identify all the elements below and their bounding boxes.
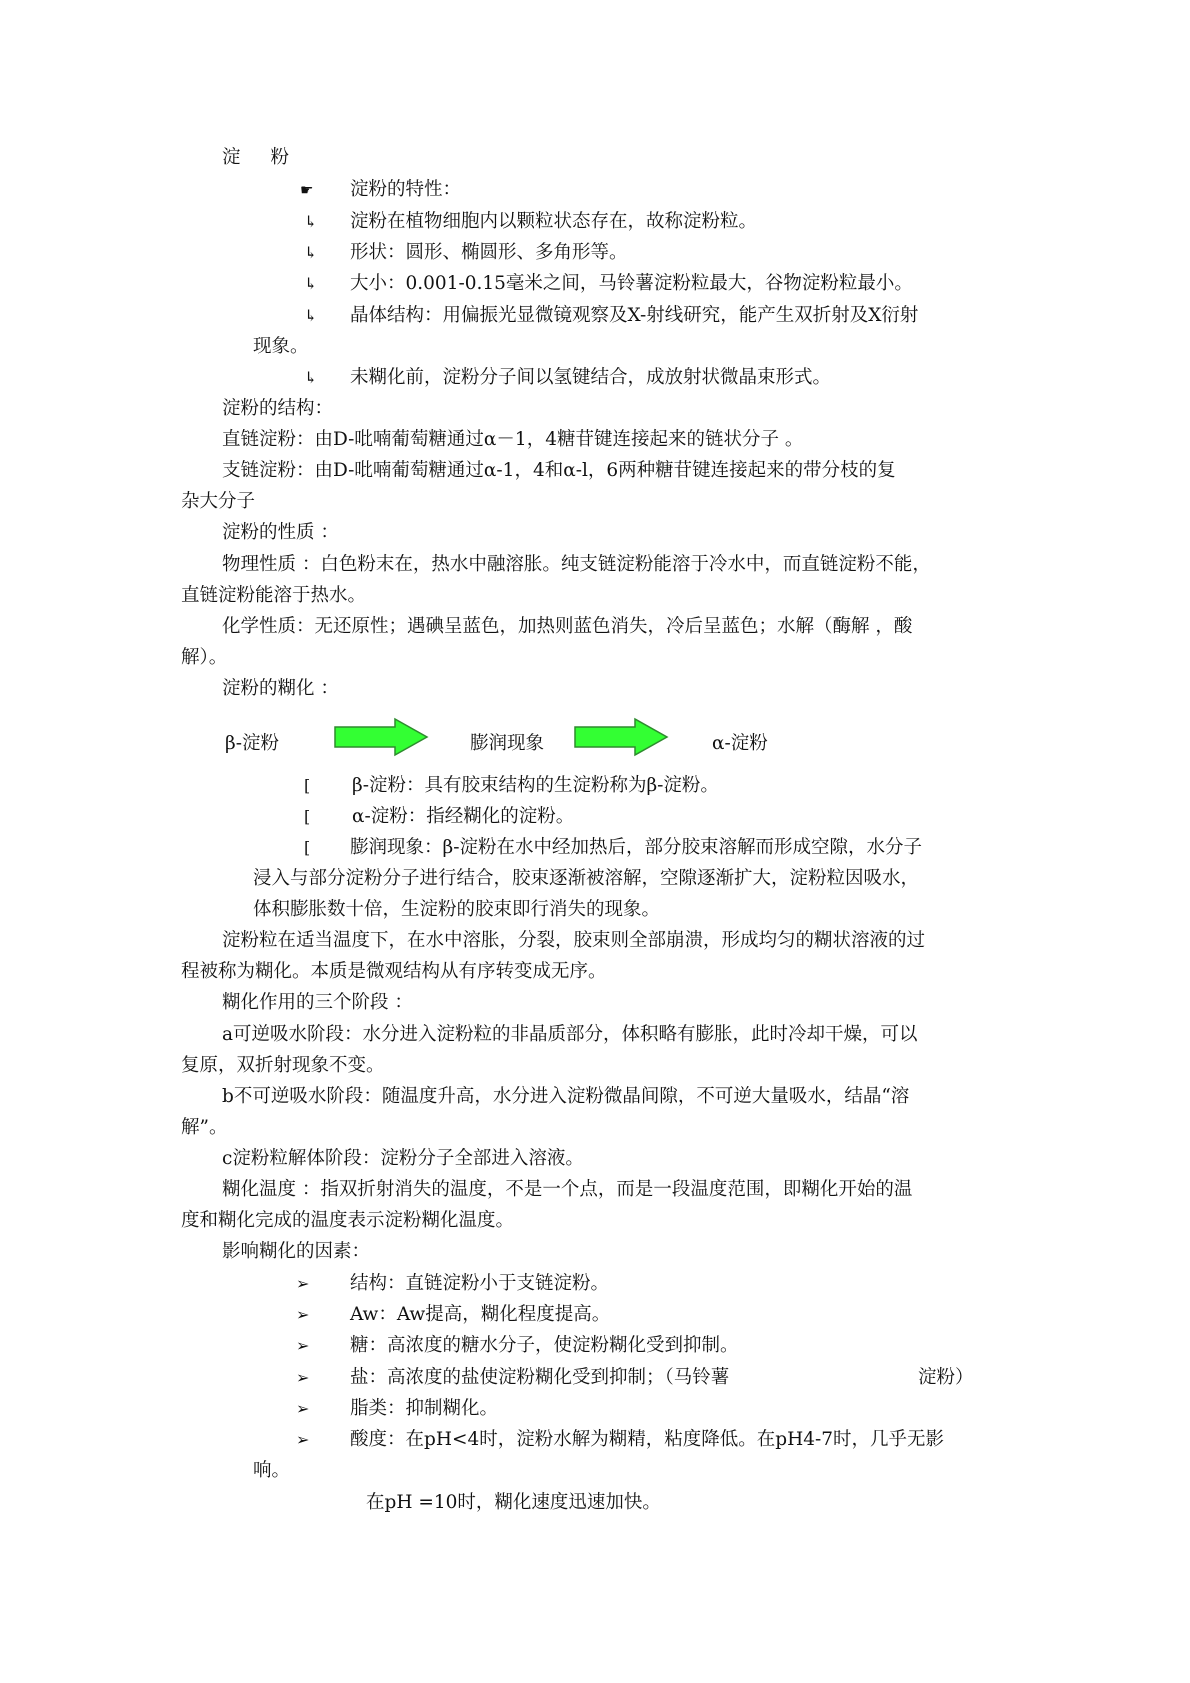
- arrowhead-bullet-icon: ➢: [296, 1305, 310, 1324]
- property-item: 淀粉在植物细胞内以颗粒状态存在，故称淀粉粒。: [350, 211, 758, 232]
- flow-alpha-starch: α-淀粉: [712, 733, 768, 754]
- factor-item: 结构：直链淀粉小于支链淀粉。: [350, 1273, 610, 1294]
- property-item-continuation: 现象。: [253, 336, 309, 357]
- definition-item: β-淀粉：具有胶束结构的生淀粉称为β-淀粉。: [352, 775, 719, 796]
- gelatinization-process-continuation: 程被称为糊化。本质是微观结构从有序转变成无序。: [181, 961, 607, 982]
- property-item: 形状：圆形、椭圆形、多角形等。: [350, 242, 628, 263]
- flow-beta-starch: β-淀粉: [225, 733, 279, 754]
- factor-item: 脂类：抑制糊化。: [350, 1398, 499, 1419]
- title-char-1: 淀: [222, 147, 241, 168]
- gelatinization-process-text: 淀粉粒在适当温度下，在水中溶胀，分裂，胶束则全部崩溃，形成均匀的糊状溶液的过: [222, 930, 926, 951]
- stage-a-continuation: 复原，双折射现象不变。: [181, 1055, 385, 1076]
- flow-arrow-icon: [573, 717, 669, 757]
- definition-item: α-淀粉：指经糊化的淀粉。: [352, 806, 575, 827]
- gelatinization-heading: 淀粉的糊化 ：: [222, 678, 339, 699]
- pushpin-icon: ↳: [304, 368, 318, 387]
- property-item: 未糊化前，淀粉分子间以氢键结合，成放射状微晶束形式。: [350, 367, 832, 388]
- pushpin-icon: ↳: [304, 274, 318, 293]
- factor-item: 盐：高浓度的盐使淀粉糊化受到抑制；（马铃薯: [350, 1367, 730, 1388]
- arrowhead-bullet-icon: ➢: [296, 1368, 310, 1387]
- title-char-2: 粉: [270, 147, 290, 168]
- property-item: 大小：0.001-0.15毫米之间，马铃薯淀粉粒最大，谷物淀粉粒最小。: [350, 273, 913, 294]
- chemical-property-continuation: 解）。: [181, 647, 228, 668]
- factors-heading: 影响糊化的因素：: [222, 1241, 371, 1262]
- arrowhead-bullet-icon: ➢: [296, 1399, 310, 1418]
- physical-property-continuation: 直链淀粉能溶于热水。: [181, 585, 367, 606]
- pointing-hand-icon: ☛: [300, 181, 314, 199]
- arrowhead-bullet-icon: ➢: [296, 1274, 310, 1293]
- pushpin-icon: ↳: [304, 243, 318, 262]
- properties-heading: 淀粉的特性：: [350, 179, 462, 200]
- definition-continuation: 浸入与部分淀粉分子进行结合，胶束逐渐被溶解，空隙逐渐扩大，淀粉粒因吸水，: [253, 868, 920, 889]
- stage-b-continuation: 解”。: [181, 1117, 228, 1138]
- bracket-bullet-icon: [: [304, 776, 311, 795]
- nature-heading: 淀粉的性质 ：: [222, 522, 339, 543]
- ph10-note: 在pH =10时，糊化速度迅速加快。: [366, 1492, 661, 1513]
- bracket-bullet-icon: [: [304, 838, 311, 857]
- factor-item: 酸度：在pH<4时，淀粉水解为糊精，粘度降低。在pH4-7时，几乎无影: [350, 1429, 945, 1450]
- flow-arrow-icon: [333, 717, 429, 757]
- amylopectin-text: 支链淀粉：由D-吡喃葡萄糖通过α-1，4和α-l，6两种糖苷键连接起来的带分枝的复: [222, 460, 896, 481]
- pushpin-icon: ↳: [304, 306, 318, 325]
- property-item: 晶体结构：用偏振光显微镜观察及X-射线研究，能产生双折射及X衍射: [350, 305, 919, 326]
- stage-b-text: b不可逆吸水阶段：随温度升高，水分进入淀粉微晶间隙，不可逆大量吸水，结晶“溶: [222, 1086, 910, 1107]
- amylose-text: 直链淀粉：由D-吡喃葡萄糖通过α－1，4糖苷键连接起来的链状分子 。: [222, 429, 804, 450]
- bracket-bullet-icon: [: [304, 807, 311, 826]
- factor-item-tail: 淀粉）: [918, 1367, 974, 1388]
- document-title: [222, 146, 289, 170]
- factor-item-continuation: 响。: [253, 1460, 291, 1481]
- amylopectin-text-continuation: 杂大分子: [181, 491, 256, 512]
- stage-c-text: c淀粉粒解体阶段：淀粉分子全部进入溶液。: [222, 1148, 584, 1169]
- chemical-property-text: 化学性质：无还原性；遇碘呈蓝色，加热则蓝色消失，冷后呈蓝色；水解（酶解 ，酸: [222, 616, 913, 637]
- gelatinization-temperature-continuation: 度和糊化完成的温度表示淀粉糊化温度。: [181, 1210, 515, 1231]
- stages-heading: 糊化作用的三个阶段 ：: [222, 992, 413, 1013]
- flow-swelling: 膨润现象: [470, 733, 545, 754]
- factor-item: Aw：Aw提高，糊化程度提高。: [350, 1304, 611, 1325]
- pushpin-icon: ↳: [304, 212, 318, 231]
- definition-continuation: 体积膨胀数十倍，生淀粉的胶束即行消失的现象。: [253, 899, 661, 920]
- arrowhead-bullet-icon: ➢: [296, 1430, 310, 1449]
- arrowhead-bullet-icon: ➢: [296, 1336, 310, 1355]
- structure-heading: 淀粉的结构：: [222, 398, 334, 419]
- stage-a-text: a可逆吸水阶段：水分进入淀粉粒的非晶质部分，体积略有膨胀，此时冷却干燥，可以: [222, 1024, 918, 1045]
- gelatinization-temperature-text: 糊化温度 ：指双折射消失的温度，不是一个点，而是一段温度范围，即糊化开始的温: [222, 1179, 913, 1200]
- definition-item: 膨润现象：β-淀粉在水中经加热后，部分胶束溶解而形成空隙，水分子: [350, 837, 922, 858]
- physical-property-text: 物理性质 ：白色粉末在，热水中融溶胀。纯支链淀粉能溶于冷水中，而直链淀粉不能，: [222, 554, 931, 575]
- factor-item: 糖：高浓度的糖水分子，使淀粉糊化受到抑制。: [350, 1335, 739, 1356]
